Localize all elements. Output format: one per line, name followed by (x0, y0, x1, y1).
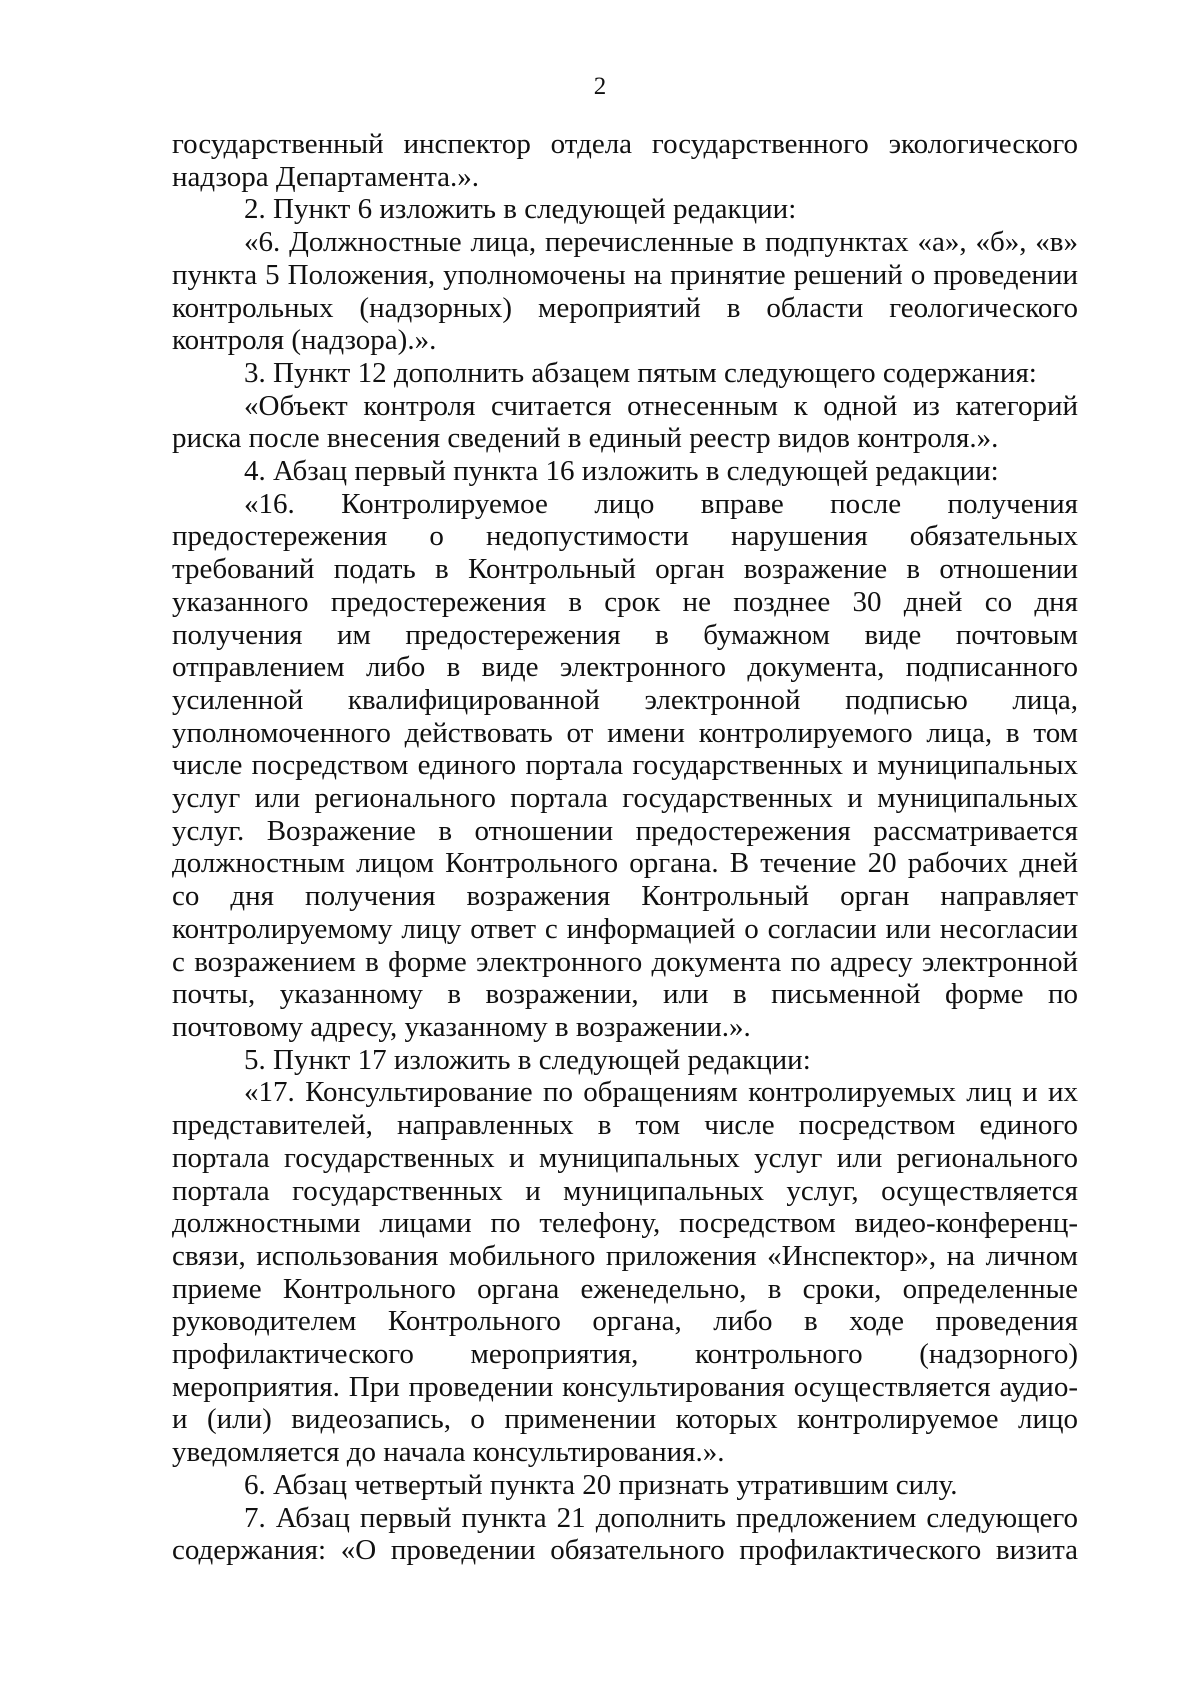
paragraph-continuation: государственный инспектор отдела государственного экологического надзора Департамента.». (172, 128, 1078, 193)
paragraph-item-7: 7. Абзац первый пункта 21 дополнить предложением следующего содержания: «О проведении обязательного профилактического визита (172, 1501, 1078, 1567)
paragraph-item-4: 4. Абзац первый пункта 16 изложить в следующей редакции: (244, 455, 999, 488)
paragraph-quote-6: «6. Должностные лица, перечисленные в подпунктах «а», «б», «в» пункта 5 Положения, уполномочены на принятие решений о проведении контрольных (надзорных) мероприятий в области геологического контроля (надзора).». (172, 226, 1078, 357)
paragraph-item-5: 5. Пункт 17 изложить в следующей редакции: (244, 1043, 811, 1076)
paragraph-quote-risk: «Объект контроля считается отнесенным к одной из категорий риска после внесения сведений в единый реестр видов контроля.». (172, 389, 1078, 455)
page-number: 2 (593, 73, 607, 100)
paragraph-quote-17: «17. Консультирование по обращениям контролируемых лиц и их представителей, направленных в том числе посредством единого портала государственных и муниципальных услуг или регионального портала государственных и муниципальных услуг, осуществляется должностными лицами по телефону, посредством видео-конференц-связи, использования мобильного приложения «Инспектор», на личном приеме Контрольного органа еженедельно, в сроки, определенные руководителем Контрольного органа, либо в ходе проведения профилактического мероприятия, контрольного (надзорного) мероприятия. При проведении консультирования осуществляется аудио- и (или) видеозапись, о применении которых контролируемое лицо уведомляется до начала консультирования.». (172, 1076, 1078, 1469)
paragraph-item-3: 3. Пункт 12 дополнить абзацем пятым следующего содержания: (244, 356, 1037, 389)
paragraph-item-2: 2. Пункт 6 изложить в следующей редакции: (244, 193, 797, 226)
document-body (172, 128, 1078, 1567)
paragraph-item-6: 6. Абзац четвертый пункта 20 признать утратившим силу. (244, 1468, 958, 1501)
paragraph-quote-16: «16. Контролируемое лицо вправе после получения предостережения о недопустимости нарушения обязательных требований подать в Контрольный орган возражение в отношении указанного предостережения в срок не позднее 30 дней со дня получения им предостережения в бумажном виде почтовым отправлением либо в виде электронного документа, подписанного усиленной квалифицированной электронной подписью лица, уполномоченного действовать от имени контролируемого лица, в том числе посредством единого портала государственных и муниципальных услуг или регионального портала государственных и муниципальных услуг. Возражение в отношении предостережения рассматривается должностным лицом Контрольного органа. В течение 20 рабочих дней со дня получения возражения Контрольный орган направляет контролируемому лицу ответ с информацией о согласии или несогласии с возражением в форме электронного документа по адресу электронной почты, указанному в возражении, или в письменной форме по почтовому адресу, указанному в возражении.». (172, 487, 1078, 1043)
